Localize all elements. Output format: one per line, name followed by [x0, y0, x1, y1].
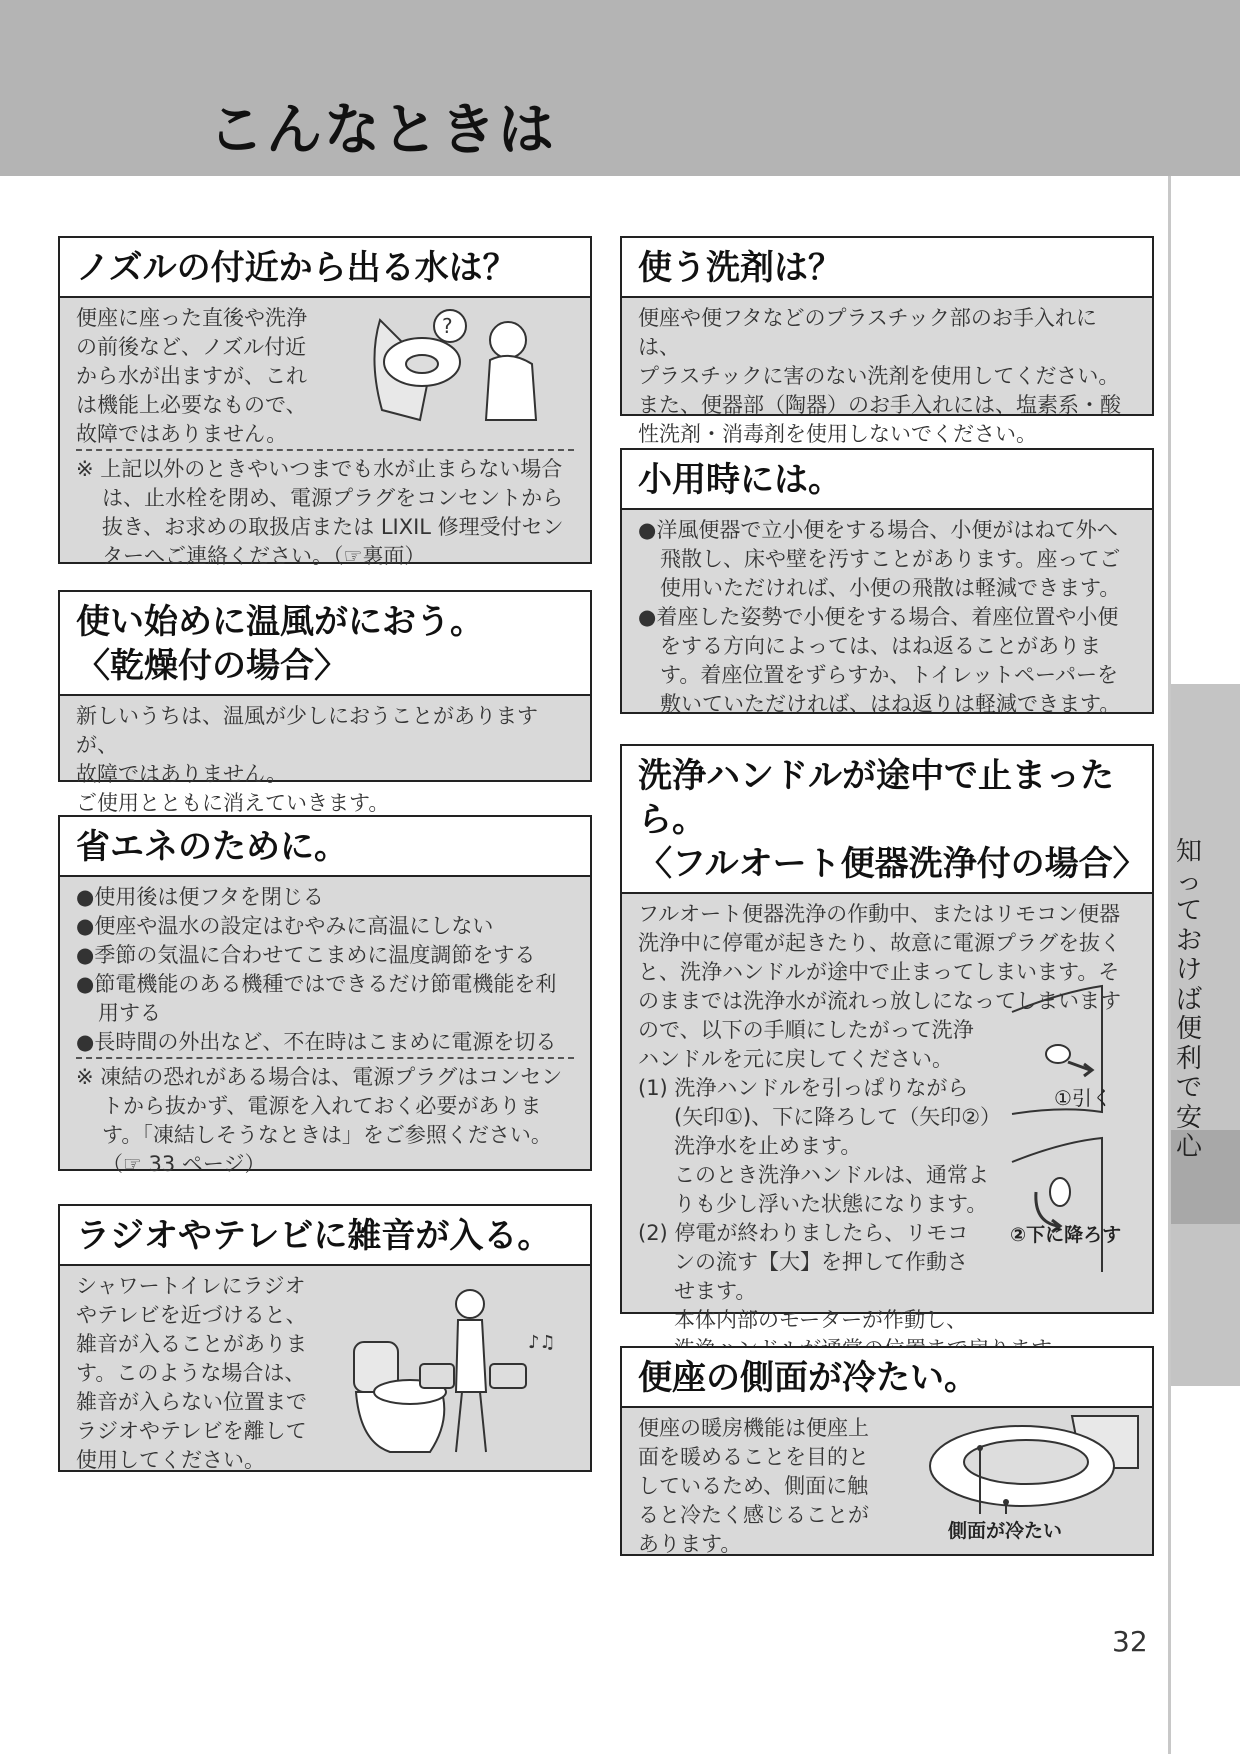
toilet-question-illustration	[360, 300, 560, 428]
section-warm-air	[58, 590, 592, 815]
section-body	[622, 510, 1152, 725]
body-line: 性洗剤・消毒剤を使用しないでください。	[638, 422, 1037, 446]
svg-text:♪♫: ♪♫	[528, 1332, 556, 1353]
section-body	[622, 298, 1152, 455]
section-detergent	[620, 236, 1154, 446]
page-title: こんなときは	[208, 98, 556, 163]
bullet-item: ●洋風便器で立小便をする場合、小便がはねて外へ飛散し、床や壁を汚すことがあります。座ってご使用いただければ、小便の飛散は軽減できます。	[638, 518, 1121, 600]
body-line: 使用してください。	[76, 1448, 265, 1472]
step-line: (1) 洗浄ハンドルを引っぱりながら	[638, 1076, 969, 1100]
section-title: ノズルの付近から出る水は？	[60, 238, 590, 298]
section-urination	[620, 448, 1154, 714]
body-line: ハンドルを元に戻してください。	[638, 1047, 953, 1071]
section-note: ※ 凍結の恐れがある場合は、電源プラグはコンセントから抜かず、電源を入れておく必要があります。「凍結しそうなときは」をご参照ください。（☞ 33 ページ）	[76, 1057, 574, 1179]
step-line: りも少し浮いた状態になります。	[674, 1192, 988, 1216]
step-line: せます。	[674, 1279, 757, 1303]
body-line: しているため、側面に触	[638, 1474, 869, 1498]
bullet-item: ●着座した姿勢で小便をする場合、着座位置や小便をする方向によっては、はね返ることがあります。着座位置をずらすか、トイレットペーパーを敷いていただければ、はね返りは軽減できます。	[638, 605, 1121, 716]
body-line: プラスチックに害のない洗剤を使用してください。	[638, 364, 1120, 388]
body-line: 雑音が入らない位置まで	[76, 1390, 307, 1414]
bullet-item: ●節電機能のある機種ではできるだけ節電機能を利用する	[76, 972, 557, 1025]
body-line: から水が出ますが、これ	[76, 364, 307, 388]
label-lower-down: ②下に降ろす	[1010, 1224, 1122, 1246]
body-line: 故障ではありません。	[76, 422, 288, 446]
body-line: ご使用とともに消えていきます。	[76, 791, 390, 815]
section-note: ※ 上記以外のときやいつまでも水が止まらない場合は、止水栓を閉め、電源プラグをコンセントから抜き、お求めの取扱店または LIXIL 修理受付センターへご連絡ください。（☞裏面）	[76, 449, 574, 571]
page-number: 32	[1112, 1625, 1148, 1658]
body-line: あります。	[638, 1532, 742, 1556]
step-line: 洗浄水を止めます。	[674, 1134, 862, 1158]
body-line: 便座に座った直後や洗浄	[76, 306, 307, 330]
step-line: ンの流す【大】を押して作動さ	[674, 1250, 968, 1274]
section-title: 使う洗剤は？	[622, 238, 1152, 298]
step-line: (2) 停電が終わりましたら、リモコ	[638, 1221, 969, 1245]
section-title	[60, 592, 590, 696]
step-line: 本体内部のモーターが作動し、	[674, 1308, 968, 1332]
body-line: は機能上必要なもので、	[76, 393, 307, 417]
section-title: 省エネのために。	[60, 817, 590, 877]
body-line: 便座や便フタなどのプラスチック部のお手入れには、	[638, 306, 1097, 359]
section-energy-saving	[58, 815, 592, 1176]
radio-toilet-illustration	[340, 1282, 580, 1462]
body-line: 面を暖めることを目的と	[638, 1445, 869, 1469]
body-line: の前後など、ノズル付近	[76, 335, 307, 359]
section-title	[622, 746, 1152, 894]
section-title: 便座の側面が冷たい。	[622, 1348, 1152, 1408]
body-line: 故障ではありません。	[76, 762, 288, 786]
label-side-cold: 側面が冷たい	[948, 1520, 1063, 1542]
bullet-item: ●便座や温水の設定はむやみに高温にしない	[76, 914, 494, 938]
toilet-seat-illustration	[922, 1408, 1142, 1528]
section-nozzle	[58, 236, 592, 568]
body-line: ると冷たく感じることが	[638, 1503, 869, 1527]
header-band	[0, 0, 1240, 176]
section-subtitle: 〈フルオート便器洗浄付の場合〉	[638, 844, 1147, 884]
side-section-label: 知っておけば便利で安心	[1176, 837, 1203, 1162]
body-line: 新しいうちは、温風が少しにおうことがありますが、	[76, 704, 538, 757]
body-line: ラジオやテレビを離して	[76, 1419, 307, 1443]
bullet-item: ●長時間の外出など、不在時はこまめに電源を切る	[76, 1030, 557, 1054]
section-title: 小用時には。	[622, 450, 1152, 510]
section-body	[60, 696, 590, 824]
section-cold-seat	[620, 1346, 1154, 1556]
body-line: シャワートイレにラジオ	[76, 1274, 306, 1298]
body-paragraph: フルオート便器洗浄の作動中、またはリモコン便器洗浄中に停電が起きたり、故意に電源プラグを抜くと、洗浄ハンドルが途中で止まってしまいます。そのままでは洗浄水が流れっ放しになってしまいますので、以下の手順にしたがって洗浄	[638, 902, 1121, 1042]
body-line: また、便器部（陶器）のお手入れには、塩素系・酸	[638, 393, 1121, 417]
body-line: 雑音が入ることがありま	[76, 1332, 307, 1356]
body-line: やテレビを近づけると、	[76, 1303, 307, 1327]
section-title-line: 使い始めに温風がにおう。	[76, 602, 484, 642]
section-subtitle: 〈乾燥付の場合〉	[76, 646, 348, 686]
section-flush-handle	[620, 744, 1154, 1332]
body-line: す。このような場合は、	[76, 1361, 306, 1385]
section-title: ラジオやテレビに雑音が入る。	[60, 1206, 590, 1266]
step-line: このとき洗浄ハンドルは、通常よ	[674, 1163, 989, 1187]
label-pull: ①引く	[1054, 1086, 1112, 1110]
step-line: (矢印①)、下に降ろして（矢印②）	[674, 1105, 1002, 1129]
section-body	[60, 877, 590, 1185]
body-line: 便座の暖房機能は便座上	[638, 1416, 869, 1440]
svg-text:?: ?	[442, 314, 453, 338]
section-radio-noise	[58, 1204, 592, 1472]
bullet-item: ●使用後は便フタを閉じる	[76, 885, 324, 909]
section-title-line: 洗浄ハンドルが途中で止まったら。	[638, 756, 1114, 840]
bullet-item: ●季節の気温に合わせてこまめに温度調節をする	[76, 943, 536, 967]
